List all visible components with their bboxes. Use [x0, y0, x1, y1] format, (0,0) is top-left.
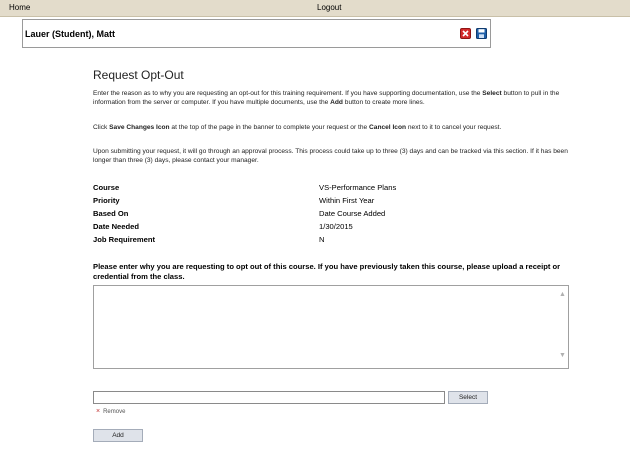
remove-link[interactable] [96, 408, 125, 415]
instructions-paragraph-2: Click Save Changes Icon at the top of the page in the banner to complete your request or the Cancel Icon next to it to cancel your request. [93, 124, 502, 131]
cancel-icon[interactable] [460, 28, 471, 39]
info-label: Course [93, 183, 120, 192]
info-value: 1/30/2015 [319, 222, 353, 231]
scroll-down-icon[interactable]: ▼ [559, 352, 566, 359]
top-nav-bar [0, 0, 630, 17]
file-path-input[interactable] [93, 391, 445, 404]
info-label: Priority [93, 196, 120, 205]
home-link[interactable]: Home [9, 3, 31, 12]
reason-textarea[interactable] [93, 285, 569, 369]
instructions-paragraph-1: Enter the reason as to why you are requesting an opt-out for this training requirement. If you have supporting documentation, use the Select button to pull in the information from the server or computer. If you have multiple documents, use the Add button to create more lines. [93, 90, 560, 106]
add-button[interactable]: Add [93, 429, 143, 442]
info-label: Date Needed [93, 222, 140, 231]
info-value: N [319, 235, 325, 244]
save-changes-icon[interactable] [476, 28, 487, 39]
info-value: Within First Year [319, 196, 375, 205]
logout-link[interactable]: Logout [317, 3, 342, 12]
opt-out-prompt: Please enter why you are requesting to opt out of this course. If you have previously taken this course, please upload a receipt or credential from the class. [93, 262, 561, 281]
scroll-up-icon[interactable]: ▲ [559, 291, 566, 298]
remove-label: Remove [103, 409, 126, 415]
student-name: Lauer (Student), Matt [25, 29, 115, 39]
info-value: VS-Performance Plans [319, 183, 397, 192]
instructions-paragraph-3: Upon submitting your request, it will go through an approval process. This process could take up to three (3) days and can be tracked via this section. If it has been longer than three (3) days, please contact your manager. [93, 148, 568, 164]
page-title: Request Opt-Out [93, 68, 184, 82]
student-banner [22, 19, 491, 48]
info-value: Date Course Added [319, 209, 386, 218]
remove-icon: × [96, 408, 101, 415]
info-label: Based On [93, 209, 129, 218]
select-button[interactable]: Select [448, 391, 488, 404]
info-label: Job Requirement [93, 235, 156, 244]
